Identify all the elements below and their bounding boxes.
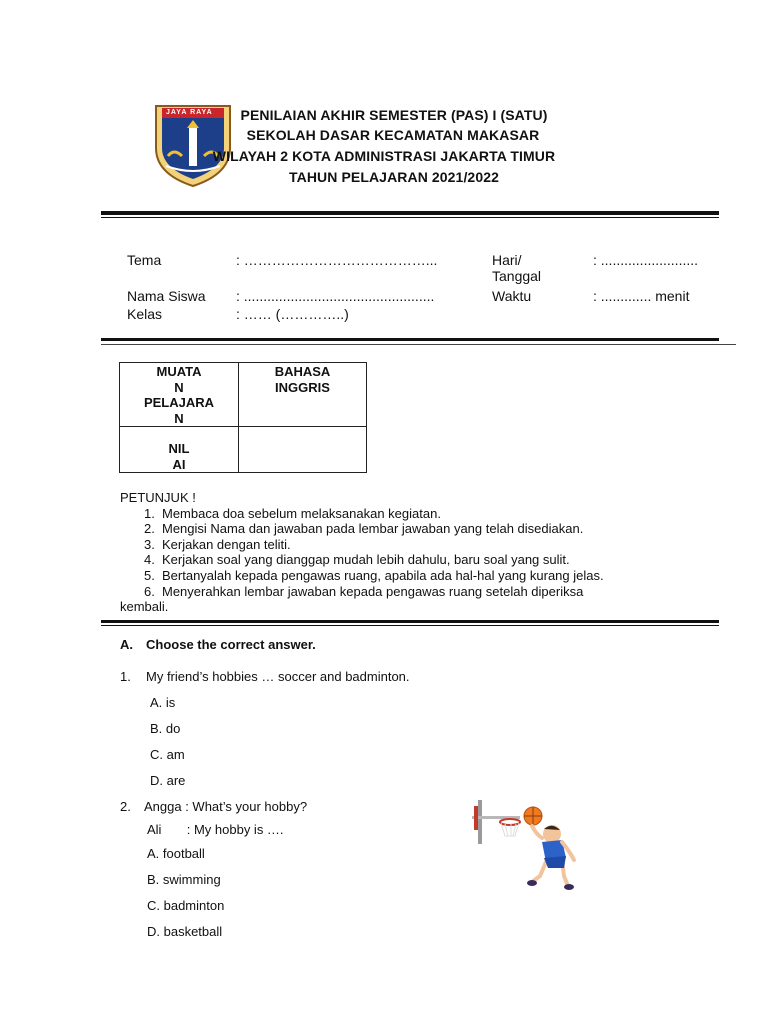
instructions-title: PETUNJUK ! xyxy=(120,490,196,505)
muatan-pelajaran-cell xyxy=(120,363,239,427)
question-2 xyxy=(120,799,307,814)
tema-label: Tema xyxy=(127,252,162,268)
info-divider xyxy=(101,338,719,341)
logo-text: JAYA RAYA xyxy=(166,109,213,116)
q1-option-a[interactable]: A. is xyxy=(150,695,176,710)
header-title-3: WILAYAH 2 KOTA ADMINISTRASI JAKARTA TIMUR xyxy=(212,148,556,164)
waktu-field[interactable]: : ............. menit xyxy=(593,288,690,304)
nama-siswa-label: Nama Siswa xyxy=(127,288,206,304)
instruction-item: 2. Mengisi Nama dan jawaban pada lembar jawaban yang telah disediakan. xyxy=(144,521,584,537)
subject-line: INGGRIS xyxy=(275,379,330,395)
question-2-line-2: Ali : My hobby is …. xyxy=(147,822,284,837)
basketball-illustration xyxy=(470,796,588,896)
header-title-2: SEKOLAH DASAR KECAMATAN MAKASAR xyxy=(246,127,540,143)
nilai-line: NIL xyxy=(168,441,190,456)
nilai-line: AI xyxy=(172,456,186,472)
kelas-label: Kelas xyxy=(127,306,163,322)
tanggal-label: Tanggal xyxy=(492,268,542,284)
waktu-label: Waktu xyxy=(492,288,532,304)
hari-label: Hari/ xyxy=(492,252,522,268)
header-divider-thin xyxy=(101,217,719,218)
header-divider xyxy=(101,211,719,215)
muatan-line: N xyxy=(174,410,184,426)
question-text: Angga : What’s your hobby? xyxy=(144,799,308,814)
question-text: My friend’s hobbies … soccer and badminton. xyxy=(146,669,410,684)
muatan-line: N xyxy=(174,379,184,395)
instruction-item: 1. Membaca doa sebelum melaksanakan kegiatan. xyxy=(144,505,441,521)
instructions xyxy=(120,490,604,615)
q1-option-d[interactable]: D. are xyxy=(150,773,186,788)
info-divider-thin xyxy=(101,344,736,345)
q1-option-b[interactable]: B. do xyxy=(150,721,181,736)
nilai-cell xyxy=(120,427,239,473)
q1-option-c[interactable]: C. am xyxy=(150,747,185,762)
tema-field[interactable]: : …………………………………... xyxy=(236,252,438,268)
q2-option-c[interactable]: C. badminton xyxy=(147,898,225,913)
header-title-4: TAHUN PELAJARAN 2021/2022 xyxy=(289,169,499,185)
hari-tanggal-field[interactable]: : ......................... xyxy=(593,252,699,268)
q2-option-a[interactable]: A. football xyxy=(147,846,205,861)
score-table xyxy=(119,362,367,473)
section-letter: A. xyxy=(120,637,133,652)
nama-siswa-field[interactable]: : ................................................. xyxy=(236,288,435,304)
instructions-divider-thin xyxy=(101,625,719,626)
q2-option-b[interactable]: B. swimming xyxy=(147,872,221,887)
section-heading xyxy=(120,637,316,652)
muatan-line: MUATA xyxy=(156,364,202,379)
instructions-divider xyxy=(101,620,719,623)
header-title-1: PENILAIAN AKHIR SEMESTER (PAS) I (SATU) xyxy=(240,107,548,123)
section-title: Choose the correct answer. xyxy=(146,637,316,652)
nilai-value-cell[interactable] xyxy=(239,427,367,473)
muatan-line: PELAJARA xyxy=(143,395,215,410)
instruction-item: 3. Kerjakan dengan teliti. xyxy=(144,536,291,552)
question-number: 1. xyxy=(120,669,131,684)
instruction-item: 6. Menyerahkan lembar jawaban kepada pengawas ruang setelah diperiksa xyxy=(144,583,584,599)
instruction-item: 5. Bertanyalah kepada pengawas ruang, apabila ada hal-hal yang kurang jelas. xyxy=(144,567,604,583)
question-number: 2. xyxy=(120,799,131,814)
basketball-player-icon xyxy=(470,796,588,896)
kelas-field[interactable]: : …… (…………..) xyxy=(236,306,349,322)
subject-cell xyxy=(239,363,367,427)
instruction-item: 4. Kerjakan soal yang dianggap mudah lebih dahulu, baru soal yang sulit. xyxy=(144,552,570,568)
instructions-list xyxy=(120,506,604,600)
subject-line: BAHASA xyxy=(274,364,331,379)
q2-option-d[interactable]: D. basketball xyxy=(147,924,223,939)
instruction-continuation: kembali. xyxy=(120,599,169,615)
question-1 xyxy=(120,669,410,684)
